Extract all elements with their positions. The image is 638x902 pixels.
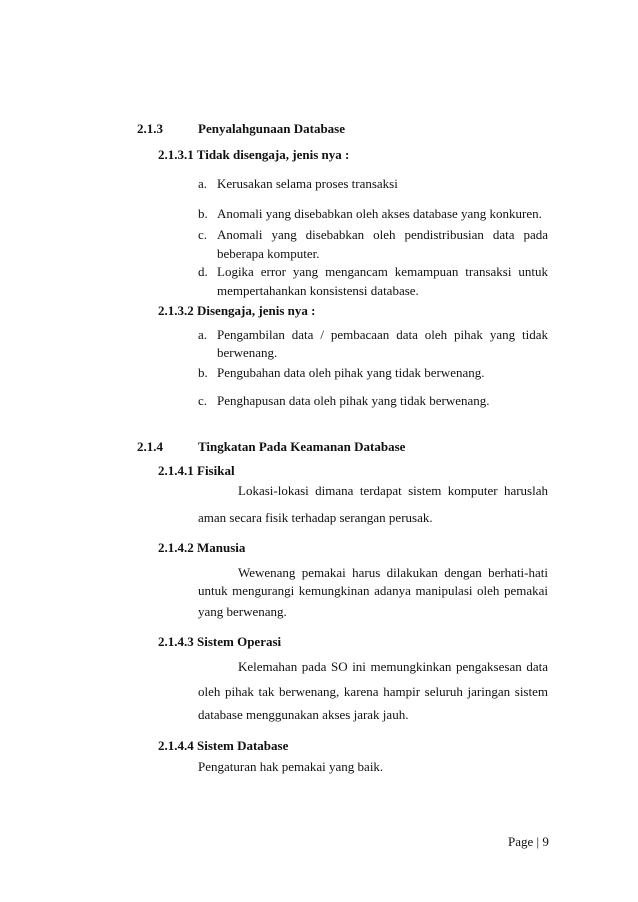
list-item-text: Kerusakan selama proses transaksi [217, 176, 398, 191]
paragraph-line: untuk mengurangi kemungkinan adanya manipulasi oleh pemakai [198, 583, 548, 598]
list-item-letter: b. [198, 365, 208, 380]
paragraph-line: Lokasi-lokasi dimana terdapat sistem komputer haruslah [238, 483, 548, 498]
subsection-heading-2-1-4-1: 2.1.4.1 Fisikal [158, 463, 235, 478]
list-item-letter: c. [198, 393, 208, 408]
paragraph-line: Wewenang pemakai harus dilakukan dengan berhati-hati [238, 565, 548, 580]
paragraph-line: aman secara fisik terhadap serangan perusak. [198, 510, 433, 525]
page-number: Page | 9 [508, 834, 549, 849]
list-item-text: Anomali yang disebabkan oleh akses database yang konkuren. [217, 206, 542, 221]
list-item-text-continued: mempertahankan konsistensi database. [217, 283, 419, 298]
subsection-heading-2-1-4-4: 2.1.4.4 Sistem Database [158, 738, 289, 753]
list-item-letter: b. [198, 206, 208, 221]
list-item-text: Pengambilan data / pembacaan data oleh pihak yang tidak [217, 327, 548, 342]
paragraph-line: Kelemahan pada SO ini memungkinkan pengaksesan data [238, 659, 548, 674]
section-number-2-1-4: 2.1.4 [137, 439, 163, 454]
paragraph-line: oleh pihak tak berwenang, karena hampir seluruh jaringan sistem [198, 684, 548, 699]
list-item-letter: c. [198, 227, 208, 242]
section-number-2-1-3: 2.1.3 [137, 121, 163, 136]
section-title-2-1-4: Tingkatan Pada Keamanan Database [198, 439, 406, 454]
list-item-text: Logika error yang mengancam kemampuan transaksi untuk [217, 264, 548, 279]
list-item-letter: d. [198, 264, 208, 279]
list-item-letter: a. [198, 176, 208, 191]
paragraph-line: Pengaturan hak pemakai yang baik. [198, 759, 384, 774]
section-title-2-1-3: Penyalahgunaan Database [198, 121, 345, 136]
paragraph-line: yang berwenang. [198, 604, 287, 619]
subsection-heading-2-1-4-2: 2.1.4.2 Manusia [158, 540, 246, 555]
subsection-heading-2-1-3-2: 2.1.3.2 Disengaja, jenis nya : [158, 303, 316, 318]
subsection-heading-2-1-3-1: 2.1.3.1 Tidak disengaja, jenis nya : [158, 147, 350, 162]
paragraph-line: database menggunakan akses jarak jauh. [198, 707, 409, 722]
list-item-text-continued: berwenang. [217, 345, 278, 360]
list-item-text: Penghapusan data oleh pihak yang tidak berwenang. [217, 393, 490, 408]
list-item-text: Anomali yang disebabkan oleh pendistribusian data pada [217, 227, 548, 242]
subsection-heading-2-1-4-3: 2.1.4.3 Sistem Operasi [158, 634, 282, 649]
list-item-text: Pengubahan data oleh pihak yang tidak berwenang. [217, 365, 485, 380]
list-item-letter: a. [198, 327, 208, 342]
list-item-text-continued: beberapa komputer. [217, 246, 320, 261]
